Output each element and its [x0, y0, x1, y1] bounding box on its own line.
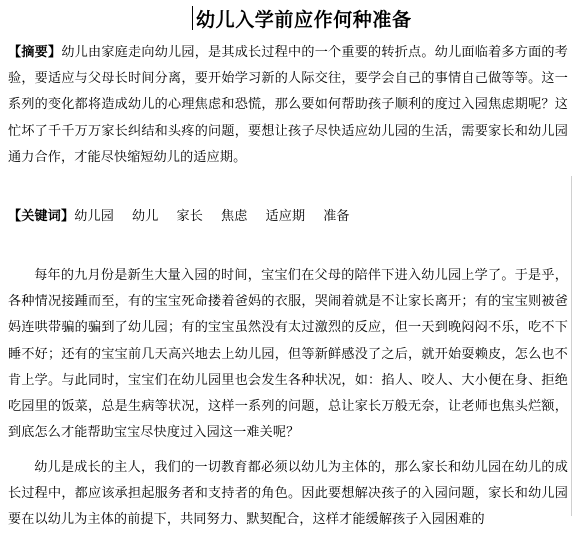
keyword: 适应期 — [265, 209, 306, 224]
keywords-label: 【关键词】 — [8, 209, 75, 224]
document-title: 幼儿入学前应作何种准备 — [196, 9, 412, 31]
keyword: 幼儿园 — [74, 209, 114, 224]
keyword: 家长 — [176, 209, 203, 224]
right-margin-line — [571, 176, 572, 516]
abstract-text: 幼儿由家庭走向幼儿园，是其成长过程中的一个重要的转折点。幼儿面临着多方面的考验，要适应与父母长时间分离，要开始学习新的人际交往，要学会自己的事情自己做等等。这一系列的变化都将造成幼儿的心理焦虑和恐慌，那么要如何帮助孩子顺利的度过入园焦虑期呢？这忙坏了千千万万家长纠结和头疼的问题，要想让孩子尽快适应幼儿园的生活，需要家长和幼儿园通力合作，才能尽快缩短幼儿的适应期。 — [8, 45, 568, 165]
text-cursor — [192, 6, 193, 30]
body-paragraph-2: 幼儿是成长的主人，我们的一切教育都必须以幼儿为主体的，那么家长和幼儿园在幼儿的成长过程中，都应该承担起服务者和支持者的角色。因此要想解决孩子的入园问题，家长和幼儿园要在以幼儿为主体的前提下，共同努力、默契配合，这样才能缓解孩子入园困难的 — [8, 460, 568, 528]
keyword: 幼儿 — [131, 209, 159, 224]
abstract-label: 【摘要】 — [8, 45, 62, 60]
keyword: 焦虑 — [220, 209, 248, 224]
abstract-paragraph — [8, 40, 568, 171]
keyword: 准备 — [323, 209, 350, 224]
body-paragraph-1: 每年的九月份是新生大量入园的时间，宝宝们在父母的陪伴下进入幼儿园上学了。于是乎，各种情况接踵而至，有的宝宝死命搂着爸妈的衣服，哭闹着就是不让家长离开；有的宝宝则被爸妈连哄带骗的骗到了幼儿园；有的宝宝虽然没有太过激烈的反应，但一天到晚闷闷不乐，吃不下睡不好；还有的宝宝前几天高兴地去上幼儿园，但等新鲜感没了之后，就开始耍赖皮，怎么也不肯上学。与此同时，宝宝们在幼儿园里也会发生各种状况，如：掐人、咬人、大小便在身、拒绝吃园里的饭菜，总是生病等状况，这样一系列的问题，总让家长万般无奈，让老师也焦头烂额，到底怎么才能帮助宝宝尽快度过入园这一难关呢？ — [8, 268, 568, 441]
keywords-paragraph — [8, 204, 568, 230]
